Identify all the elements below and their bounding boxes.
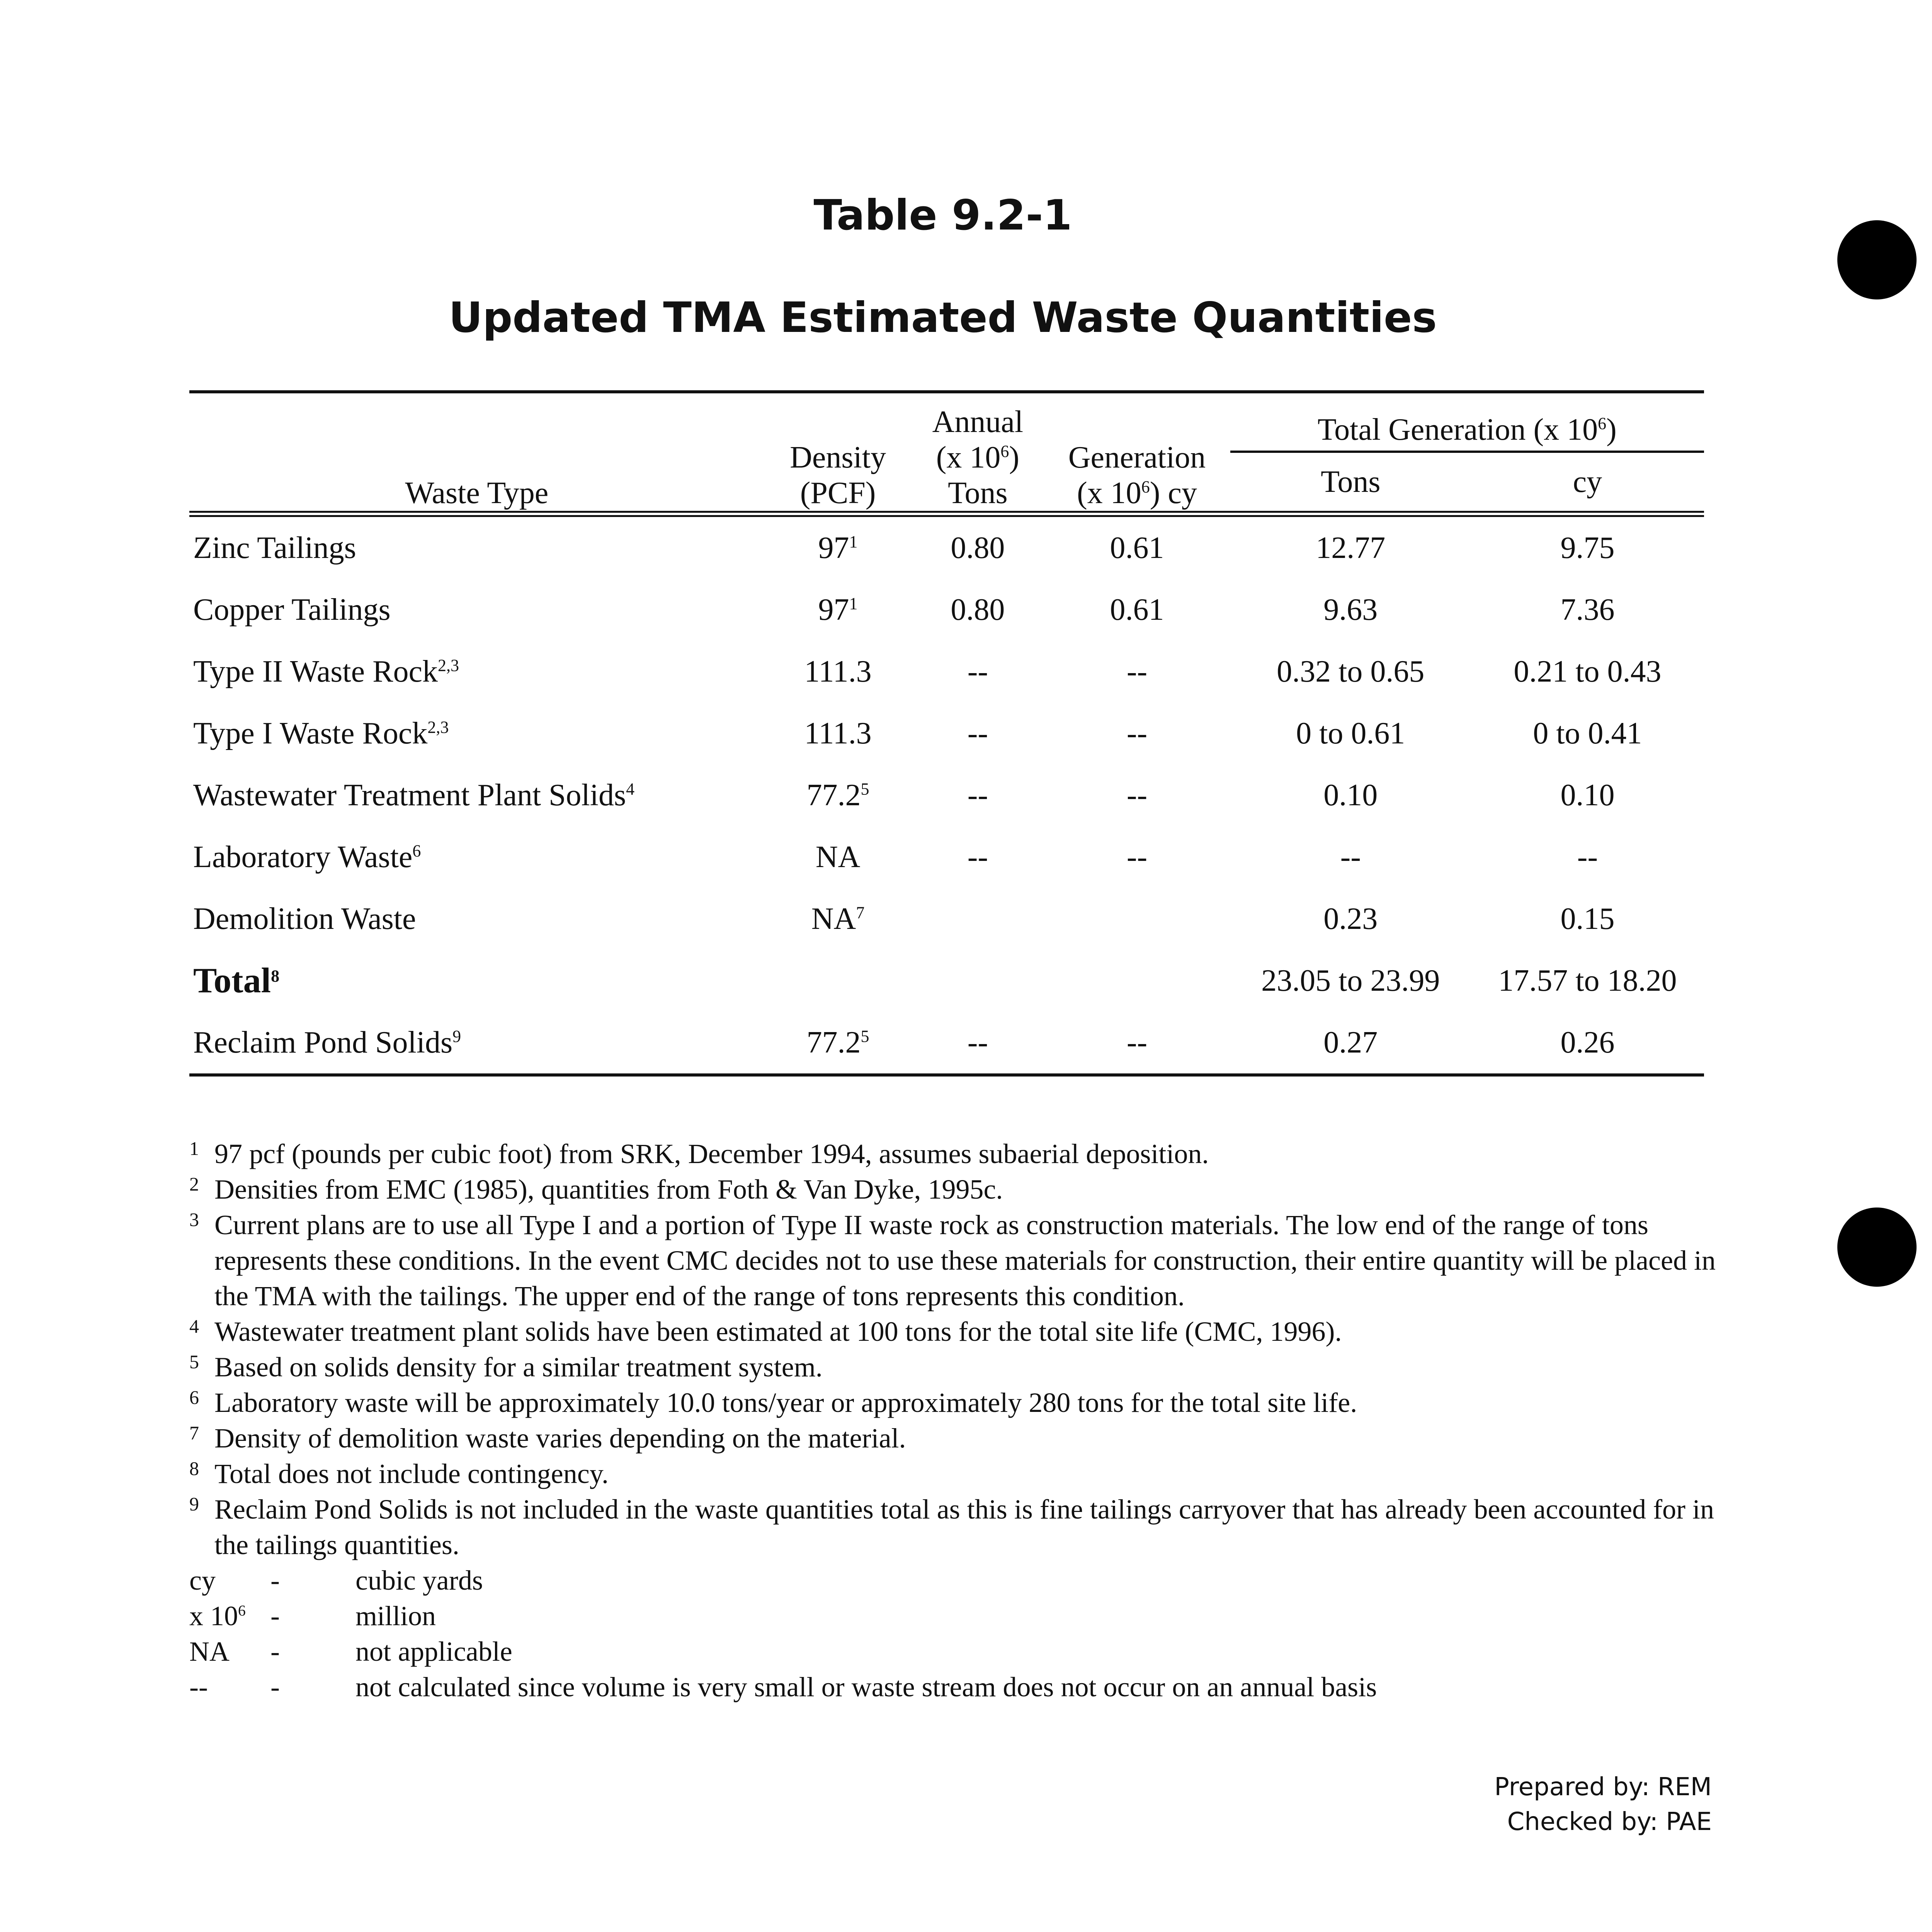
annual-cell [912,888,1044,950]
density-cell: NA [815,840,861,874]
total-tons-cell: 0.27 [1230,1012,1471,1075]
punch-hole-middle [1837,1208,1917,1287]
total-cy-cell: 7.36 [1560,593,1615,627]
generation-cell: -- [1126,778,1148,812]
waste-type-cell: Copper Tailings [193,593,391,627]
total-cy-cell: -- [1577,840,1598,874]
density-cell: 111.3 [804,716,872,750]
waste-type-cell: Reclaim Pond Solids$^9$ [189,1012,764,1075]
header-total-cy: cy [1573,465,1602,499]
abbreviation: NA - not applicable [189,1636,512,1667]
density-cell: 77.2$^5$ [806,778,869,812]
waste-type-cell: Type II Waste Rock$^{2,3}$ [193,655,459,689]
total-tons-cell: 0.32 to 0.65 [1277,655,1425,689]
waste-type-cell: Laboratory Waste$^6$ [193,840,421,874]
prepared-by: Prepared by: REM [1494,1773,1712,1801]
table-row [189,641,1704,702]
header-generation: Generation (x $10^6$) cy [1068,440,1206,510]
header-annual: Annual (x $10^6$) Tons [932,405,1024,510]
generation-cell [1044,888,1230,950]
table-row [189,579,1704,641]
footnote: 1 97 pcf (pounds per cubic foot) from SRK, December 1994, assumes subaerial deposition. [189,1138,1209,1169]
annual-cell: -- [967,716,988,750]
total-cy-cell: 0.15 [1560,902,1615,936]
annual-cell: -- [912,1012,1044,1075]
footnote: 9 Reclaim Pond Solids is not included in the waste quantities total as this is fine tailings carryover that has already been accounted for in the tailings quantities. [189,1493,1714,1560]
annual-cell: 0.80 [951,531,1005,565]
density-cell: $97^1$ [818,593,858,627]
generation-cell [1044,950,1230,1012]
footnote: 7 Density of demolition waste varies depending on the material. [189,1422,906,1454]
total-cy-cell: 0.10 [1560,778,1615,812]
waste-type-cell: Zinc Tailings [193,531,356,565]
generation-cell: -- [1044,1012,1230,1075]
generation-cell: 0.61 [1110,593,1164,627]
table-row [189,950,1704,1012]
footnote: 5 Based on solids density for a similar treatment system. [189,1351,823,1383]
annual-cell: -- [967,778,988,812]
total-tons-cell: 0.23 [1323,902,1378,936]
signoff [1494,1770,1712,1839]
annual-cell [912,950,1044,1012]
total-tons-cell: 12.77 [1316,531,1386,565]
header-total-generation: Total Generation (x $10^6$) [1230,404,1704,452]
total-cy-cell: 9.75 [1560,531,1615,565]
table-row [189,702,1704,764]
abbreviation: x $10^6$ - million [189,1600,436,1631]
footnotes [189,1136,1727,1705]
table-row [189,764,1704,826]
waste-type-cell: Wastewater Treatment Plant Solids$^4$ [193,778,635,812]
annual-cell: 0.80 [951,593,1005,627]
total-cy-cell: 17.57 to 18.20 [1498,964,1677,998]
density-cell [764,950,912,1012]
punch-hole-top [1837,220,1917,299]
waste-type-cell: Total$^8$ [193,961,280,1000]
header-waste-type: Waste Type [405,476,549,510]
footnote: 8 Total does not include contingency. [189,1458,609,1489]
density-cell: $NA^7$ [811,902,865,936]
footnote: 6 Laboratory waste will be approximately 10.0 tons/year or approximately 280 tons for the total site life. [189,1386,1357,1418]
waste-type-cell: Demolition Waste [193,902,416,936]
table-row [189,888,1704,950]
checked-by: Checked by: PAE [1507,1808,1712,1836]
total-tons-cell: 0 to 0.61 [1296,716,1405,750]
table-title: Updated TMA Estimated Waste Quantities [449,294,1437,342]
table-number: Table 9.2-1 [813,191,1072,240]
total-tons-cell: 9.63 [1323,593,1378,627]
density-cell: $97^1$ [818,531,858,565]
total-cy-cell: 0.21 to 0.43 [1514,655,1662,689]
generation-cell: -- [1126,716,1148,750]
total-cy-cell: 0.26 [1471,1012,1704,1075]
generation-cell: -- [1126,840,1148,874]
table-row [189,1012,1704,1075]
table-row [189,826,1704,888]
waste-quantities-table [189,390,1704,1077]
table-row [189,514,1704,579]
density-cell: 111.3 [804,655,872,689]
footnote: 3 Current plans are to use all Type I and a portion of Type II waste rock as construction materials. The low end of the range of tons represents these conditions. In the event CMC decides not to use these materials for construction, their entire quantity will be placed in the TMA with the tailings. The upper end of the range of tons represents this condition. [189,1209,1716,1311]
total-cy-cell: 0 to 0.41 [1533,716,1642,750]
footnote: 4 Wastewater treatment plant solids have been estimated at 100 tons for the total site life (CMC, 1996). [189,1315,1342,1347]
footnote: 2 Densities from EMC (1985), quantities from Foth & Van Dyke, 1995c. [189,1173,1003,1205]
total-tons-cell: 0.10 [1323,778,1378,812]
header-density: Density (PCF) [790,440,886,510]
waste-type-cell: Type I Waste Rock$^{2,3}$ [193,716,449,750]
total-tons-cell: -- [1340,840,1361,874]
abbreviation: -- - not calculated since volume is very small or waste stream does not occur on an annual basis [189,1672,1377,1702]
annual-cell: -- [967,840,988,874]
generation-cell: -- [1126,655,1148,689]
generation-cell: 0.61 [1110,531,1164,565]
abbreviation: cy - cubic yards [189,1565,483,1596]
header-total-tons: Tons [1321,465,1381,499]
annual-cell: -- [967,655,988,689]
total-tons-cell: 23.05 to 23.99 [1261,964,1440,998]
density-cell: 77.2$^5$ [764,1012,912,1075]
